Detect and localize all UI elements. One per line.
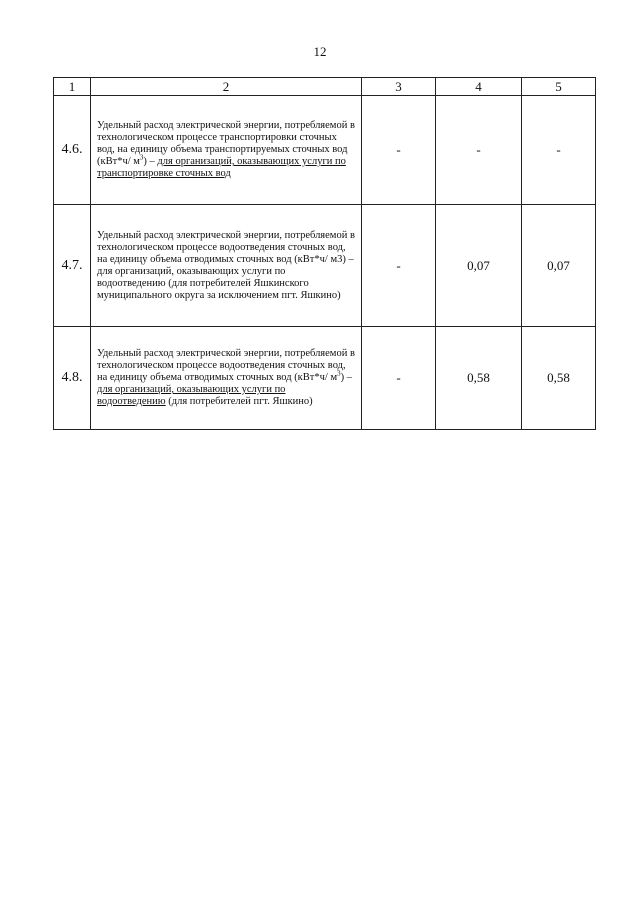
description-text: ) – — [340, 372, 352, 383]
cell-col5: 0,58 — [522, 327, 596, 430]
column-header: 4 — [436, 78, 522, 96]
row-description — [91, 96, 362, 205]
row-number: 4.7. — [54, 205, 91, 327]
row-description — [91, 327, 362, 430]
superscript: 3 — [139, 153, 144, 162]
row-number: 4.8. — [54, 327, 91, 430]
description-text: ) – — [143, 156, 158, 167]
description-text: Удельный расход электрической энергии, потребляемой в технологическом процессе транспортировки сточных вод, на единицу объема транспортируемых сточных вод (кВт*ч/ м — [97, 120, 355, 167]
description-text: Удельный расход электрической энергии, потребляемой в технологическом процессе водоотведения сточных вод, на единицу объема отводимых сточных вод (кВт*ч/ м — [97, 348, 355, 383]
cell-col3: - — [362, 327, 436, 430]
underlined-text: для организаций, оказывающих услуги по транспортировке сточных вод — [97, 156, 346, 179]
table-row — [54, 205, 596, 327]
table-header-row — [54, 78, 596, 96]
column-header: 5 — [522, 78, 596, 96]
column-header: 2 — [91, 78, 362, 96]
cell-col4: 0,58 — [436, 327, 522, 430]
superscript: 3 — [337, 369, 341, 378]
cell-col3: - — [362, 96, 436, 205]
description-text: (для потребителей пгт. Яшкино) — [165, 396, 313, 407]
row-description — [91, 205, 362, 327]
table-row — [54, 327, 596, 430]
underlined-text: для организаций, оказывающих услуги по водоотведению — [97, 384, 286, 407]
column-header: 1 — [54, 78, 91, 96]
cell-col4: - — [436, 96, 522, 205]
cell-col3: - — [362, 205, 436, 327]
cell-col5: 0,07 — [522, 205, 596, 327]
description-text: Удельный расход электрической энергии, потребляемой в технологическом процессе водоотведения сточных вод, на единицу объема отводимых сточных вод (кВт*ч/ м3) – для организаций, оказывающих услуги по водоотведению (для потребителей Яшкинского муниципального округа за исключением пгт. Яшкино) — [97, 229, 355, 301]
row-number: 4.6. — [54, 96, 91, 205]
table-row — [54, 96, 596, 205]
cell-col4: 0,07 — [436, 205, 522, 327]
page-number: 12 — [313, 44, 327, 59]
indicators-table — [53, 77, 596, 430]
column-header: 3 — [362, 78, 436, 96]
cell-col5: - — [522, 96, 596, 205]
